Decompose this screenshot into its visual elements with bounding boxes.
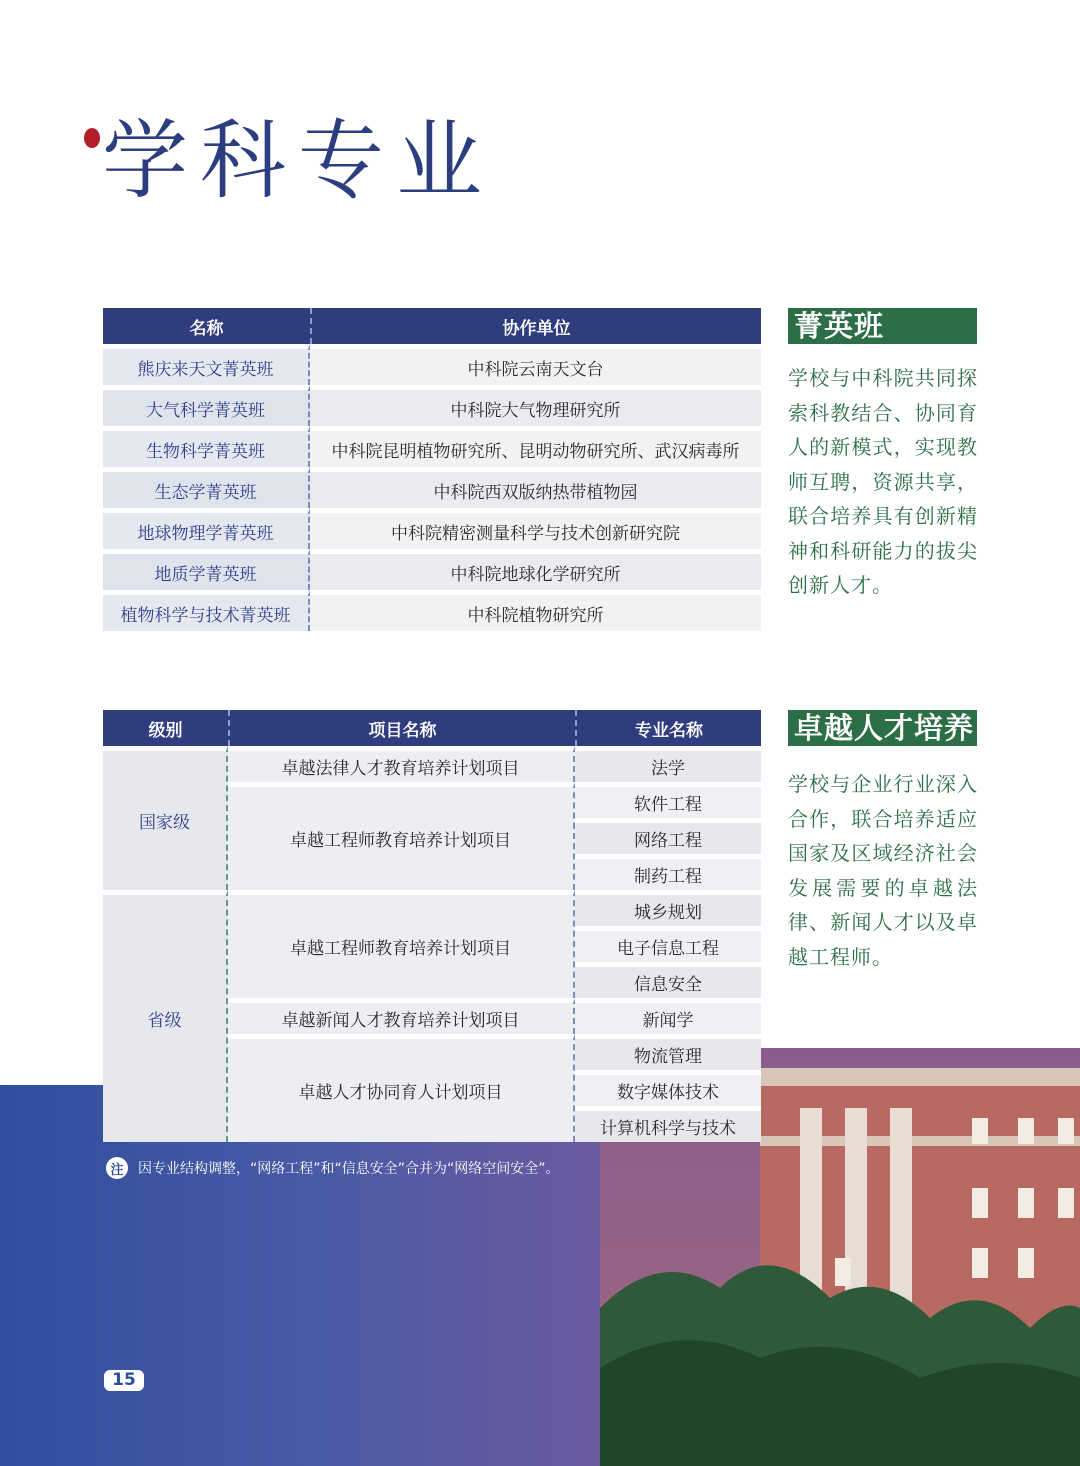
table2-header-major: 专业名称	[575, 710, 761, 746]
page-number: 15	[104, 1370, 144, 1391]
footnote	[106, 1157, 560, 1179]
partner-cell: 中科院精密测量科学与技术创新研究院	[310, 508, 761, 549]
footnote-text: 因专业结构调整，“网络工程”和“信息安全”合并为“网络空间安全”。	[138, 1161, 560, 1177]
class-name-cell: 熊庆来天文菁英班	[103, 344, 310, 385]
table-row	[103, 746, 761, 782]
elite-class-heading: 菁英班	[788, 308, 977, 344]
class-name-cell: 地质学菁英班	[103, 549, 310, 590]
table2-header-project: 项目名称	[228, 710, 575, 746]
class-name-cell: 大气科学菁英班	[103, 385, 310, 426]
elite-class-description: 学校与中科院共同探索科教结合、协同育人的新模式，实现教师互聘，资源共享，联合培养具有创新精神和科研能力的拔尖创新人才。	[788, 366, 978, 597]
note-icon: 注	[106, 1157, 128, 1179]
table-row	[103, 890, 761, 926]
major-cell: 新闻学	[575, 998, 761, 1034]
table-row	[103, 344, 761, 385]
table1-header-partner: 协作单位	[310, 308, 761, 344]
partner-cell: 中科院西双版纳热带植物园	[310, 467, 761, 508]
project-cell: 卓越工程师教育培养计划项目	[228, 782, 575, 890]
class-name-cell: 生物科学菁英班	[103, 426, 310, 467]
major-cell: 电子信息工程	[575, 926, 761, 962]
partner-cell: 中科院云南天文台	[310, 344, 761, 385]
major-cell: 法学	[575, 746, 761, 782]
seal-icon	[84, 128, 100, 148]
excellence-program-table	[103, 710, 761, 1142]
level-cell: 国家级	[103, 746, 228, 890]
partner-cell: 中科院地球化学研究所	[310, 549, 761, 590]
major-cell: 软件工程	[575, 782, 761, 818]
table-row	[103, 508, 761, 549]
project-cell: 卓越人才协同育人计划项目	[228, 1034, 575, 1142]
class-name-cell: 植物科学与技术菁英班	[103, 590, 310, 631]
partner-cell: 中科院昆明植物研究所、昆明动物研究所、武汉病毒所	[310, 426, 761, 467]
table-row	[103, 426, 761, 467]
level-cell: 省级	[103, 890, 228, 1142]
class-name-cell: 地球物理学菁英班	[103, 508, 310, 549]
elite-class-table	[103, 308, 761, 631]
partner-cell: 中科院植物研究所	[310, 590, 761, 631]
table-row	[103, 467, 761, 508]
major-cell: 制药工程	[575, 854, 761, 890]
page-title: 学科专业	[102, 111, 494, 211]
major-cell: 城乡规划	[575, 890, 761, 926]
major-cell: 计算机科学与技术	[575, 1106, 761, 1142]
table2-header-level: 级别	[103, 710, 228, 746]
project-cell: 卓越法律人才教育培养计划项目	[228, 746, 575, 782]
table-row	[103, 590, 761, 631]
table1-header-name: 名称	[103, 308, 310, 344]
major-cell: 物流管理	[575, 1034, 761, 1070]
major-cell: 信息安全	[575, 962, 761, 998]
table-row	[103, 385, 761, 426]
project-cell: 卓越新闻人才教育培养计划项目	[228, 998, 575, 1034]
major-cell: 数字媒体技术	[575, 1070, 761, 1106]
project-cell: 卓越工程师教育培养计划项目	[228, 890, 575, 998]
partner-cell: 中科院大气物理研究所	[310, 385, 761, 426]
class-name-cell: 生态学菁英班	[103, 467, 310, 508]
major-cell: 网络工程	[575, 818, 761, 854]
table-row	[103, 549, 761, 590]
excellence-training-heading: 卓越人才培养	[788, 710, 977, 746]
excellence-training-description: 学校与企业行业深入合作，联合培养适应国家及区域经济社会发展需要的卓越法律、新闻人才以及卓越工程师。	[788, 772, 978, 969]
